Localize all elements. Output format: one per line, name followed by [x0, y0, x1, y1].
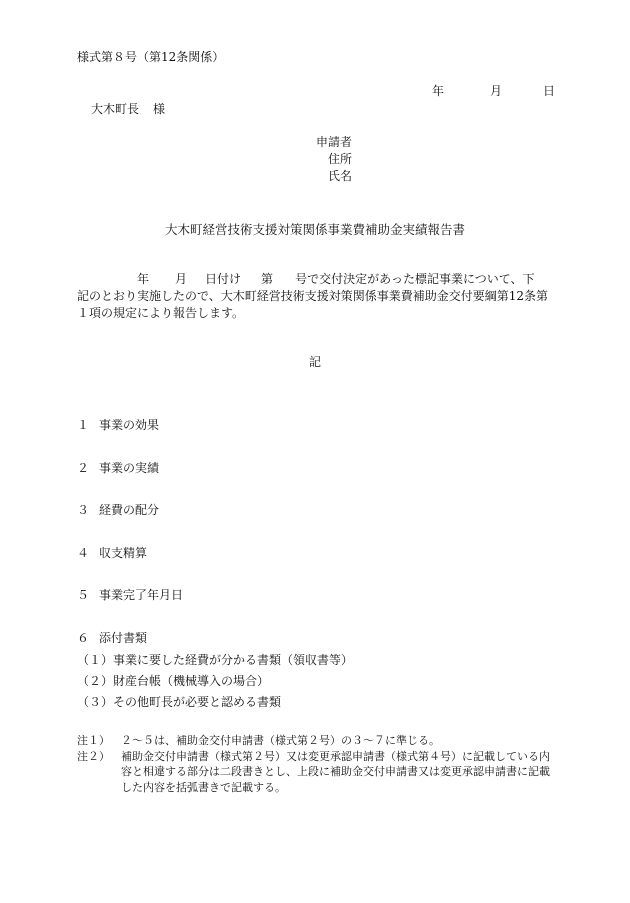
applicant-label: 申請者: [316, 135, 353, 149]
note-1: [77, 733, 557, 749]
date-line: [432, 83, 555, 100]
list-item: ５ 事業完了年月日: [77, 588, 184, 602]
applicant-block: [316, 134, 376, 185]
addressee: [91, 101, 165, 118]
note-2: [77, 749, 557, 796]
addressee-honorific: 様: [153, 102, 166, 116]
list-item: ４ 収支精算: [77, 546, 148, 560]
note-label: 注１）: [77, 734, 110, 747]
note-label: 注２）: [77, 749, 110, 763]
ki-heading: 記: [308, 355, 321, 369]
list-item: ６ 添付書類: [77, 631, 148, 645]
body-month: 月: [175, 272, 188, 286]
applicant-address-label: 住所: [328, 152, 353, 166]
body-year: 年: [137, 272, 150, 286]
attachment-item: （１）事業に要した経費が分かる書類（領収書等）: [77, 653, 354, 667]
date-year: 年: [432, 84, 445, 98]
body-line-2: 記のとおり実施したので、大木町経営技術支援対策関係事業費補助金交付要綱第12条第: [77, 289, 549, 303]
form-number-label: 様式第８号（第12条関係）: [77, 50, 225, 64]
body-line-1: [77, 271, 554, 288]
body-paragraph: [77, 271, 554, 322]
document-title: 大木町経営技術支援対策関係事業費補助金実績報告書: [164, 222, 465, 237]
notes-section: [77, 733, 557, 795]
note-line: した内容を括弧書きで記載する。: [121, 780, 286, 794]
date-month: 月: [490, 84, 503, 98]
date-day: 日: [543, 84, 556, 98]
attachment-item: （３）その他町長が必要と認める書類: [77, 695, 282, 709]
attachment-item: （２）財産台帳（機械導入の場合）: [77, 674, 270, 688]
note-text: [121, 733, 557, 749]
body-line-3: １項の規定により報告します。: [77, 306, 245, 320]
list-item: １ 事業の効果: [77, 418, 160, 432]
list-item: ３ 経費の配分: [77, 503, 160, 517]
note-line: ２～５は、補助金交付申請書（様式第２号）の３～７に準じる。: [121, 734, 440, 747]
note-line: 補助金交付申請書（様式第２号）又は変更承認申請書（様式第４号）に記載している内: [121, 749, 550, 763]
note-line: 容と相違する部分は二段書きとし、上段に補助金交付申請書又は変更承認申請書に記載: [121, 765, 550, 778]
body-line-1-rest: 号で交付決定があった標記事業について、下: [295, 272, 535, 286]
list-item: ２ 事業の実績: [77, 461, 160, 475]
addressee-name: 大木町長: [91, 102, 140, 116]
applicant-name-label: 氏名: [328, 169, 353, 183]
body-day: 日付け: [205, 272, 242, 286]
body-dai: 第: [261, 272, 274, 286]
note-text: [121, 749, 557, 796]
